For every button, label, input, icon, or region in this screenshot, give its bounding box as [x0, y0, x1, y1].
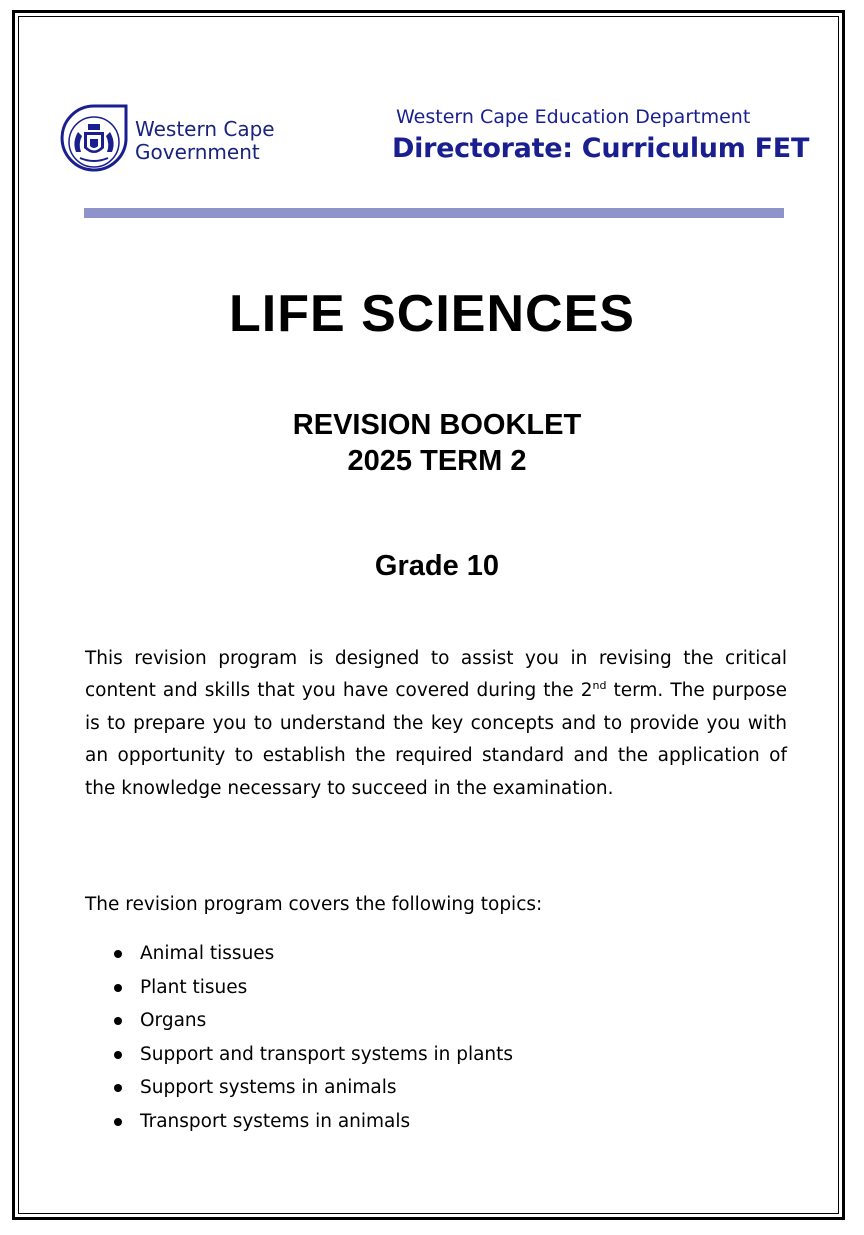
- topic-label: Support systems in animals: [140, 1077, 397, 1098]
- coat-of-arms-icon: [58, 104, 130, 176]
- topic-label: Animal tissues: [140, 943, 275, 964]
- intro-ordinal-suffix: nd: [592, 679, 607, 693]
- bullet-icon: [114, 950, 122, 958]
- topic-label: Plant tisues: [140, 976, 248, 998]
- list-item: [112, 971, 513, 1005]
- government-logo: [58, 104, 318, 178]
- bullet-icon: [114, 1017, 122, 1025]
- logo-wordmark: [135, 118, 275, 164]
- topic-label: Support and transport systems in plants: [140, 1043, 514, 1065]
- intro-text-start: This revision program is designed to assist you in revising the critical content and skills that you have covered during the 2: [85, 648, 787, 702]
- directorate-name: Directorate: Curriculum FET: [392, 133, 810, 164]
- logo-line-2: Government: [135, 140, 260, 164]
- subtitle-line-1: REVISION BOOKLET: [292, 409, 582, 441]
- list-item: [112, 1004, 513, 1038]
- bullet-icon: [114, 984, 122, 992]
- department-name: Western Cape Education Department: [396, 106, 751, 128]
- topic-label: Transport systems in animals: [140, 1110, 411, 1132]
- list-item: [112, 1071, 513, 1105]
- topic-label: Organs: [140, 1010, 207, 1031]
- topics-intro: The revision program covers the following topics:: [85, 894, 543, 915]
- logo-line-1: Western Cape: [135, 117, 275, 141]
- bullet-icon: [114, 1051, 122, 1059]
- bullet-icon: [114, 1084, 122, 1092]
- intro-text-end: term. The purpose is to prepare you to understand the key concepts and to provide you with an opportunity to establish the required standard and the application of the knowledge necessary to succeed in the examination.: [85, 680, 787, 799]
- grade-heading: Grade 10: [374, 550, 500, 582]
- intro-paragraph: [85, 643, 787, 805]
- list-item: [112, 937, 513, 971]
- subtitle-line-2: 2025 TERM 2: [347, 445, 527, 477]
- topics-list: [112, 937, 513, 1138]
- page-title: LIFE SCIENCES: [229, 285, 635, 343]
- header-divider: [84, 208, 784, 218]
- list-item: [112, 1038, 513, 1072]
- list-item: [112, 1105, 513, 1139]
- bullet-icon: [114, 1118, 122, 1126]
